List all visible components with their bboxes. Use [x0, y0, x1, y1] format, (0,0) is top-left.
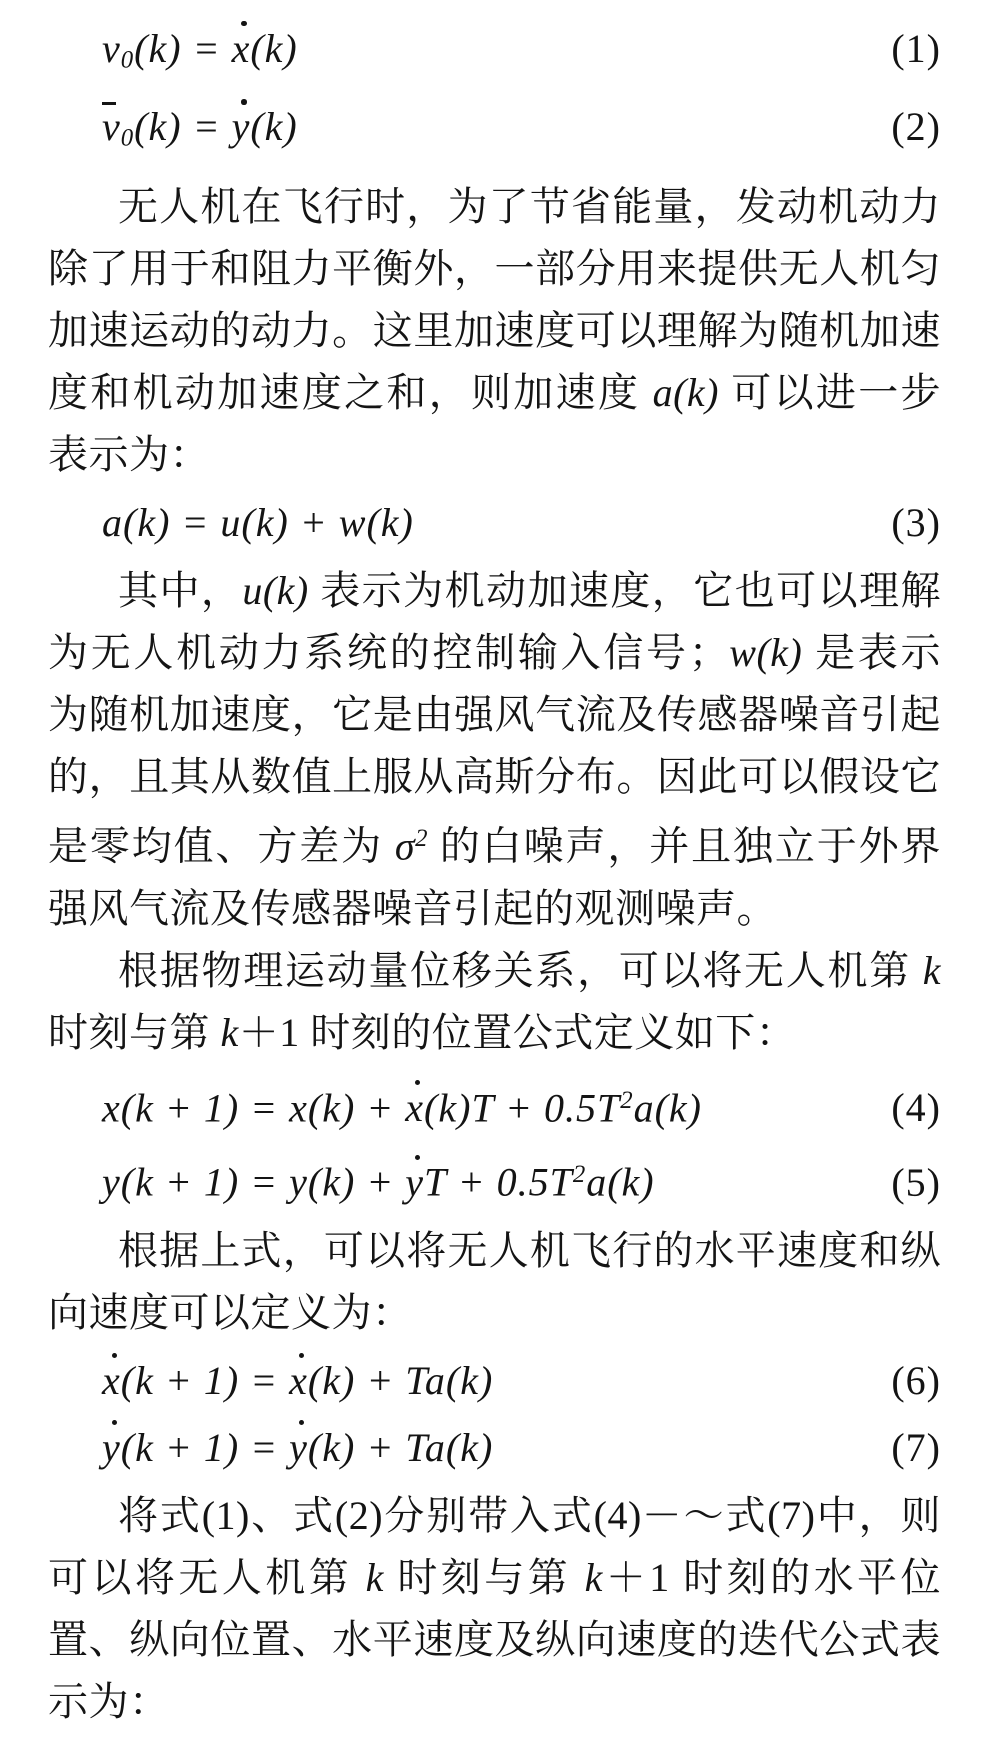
equation-2-formula [102, 97, 298, 168]
text-run: 根据上式，可以将无人机飞行的水平速度和纵向速度可以定义为： [48, 1227, 941, 1335]
equation-6-number: (6) [891, 1357, 941, 1403]
equation-3-number: (3) [891, 499, 941, 545]
inline-math: (k) [250, 104, 298, 150]
inline-math: x [232, 19, 251, 79]
text-run: 时刻与第 [383, 1554, 585, 1600]
inline-math: a(k) [633, 1085, 703, 1131]
inline-math: y [289, 1418, 308, 1478]
inline-math: a(k) = u(k) + w(k) [102, 499, 414, 545]
equation-1 [48, 19, 941, 90]
equation-3 [48, 493, 941, 553]
equation-4-formula [102, 1071, 702, 1139]
inline-math: (k + 1) = [120, 1424, 290, 1470]
paragraph-4 [48, 1220, 941, 1344]
equation-1-number: (1) [891, 26, 941, 71]
equation-7-formula [102, 1418, 493, 1478]
inline-math: 0 [120, 46, 135, 74]
inline-math: σ [394, 823, 416, 869]
equation-5-number: (5) [891, 1159, 941, 1205]
text-run: 根据物理运动量位移关系，可以将无人机第 [118, 947, 923, 993]
text-run: ＋1 时刻的水平位置、纵向位置、水平速度及纵向速度的迭代公式表示为： [48, 1554, 941, 1724]
paragraph-1 [48, 176, 941, 486]
inline-math: v [102, 97, 121, 157]
inline-math: x [289, 1351, 308, 1411]
text-run: 无人机在飞行时，为了节省能量，发动机动力除了用于和阻力平衡外，一部分用来提供无人机匀加速运动的动力。这里加速度可以理解为随机加速度和机动加速度之和，则加速度 [48, 183, 941, 415]
inline-math: w(k) [729, 629, 803, 675]
paragraph-5 [48, 1485, 941, 1733]
inline-math: v [102, 26, 121, 71]
text-run: 的白噪声，并且独立于外界强风气流及传感器噪音引起的观测噪声。 [48, 823, 942, 931]
equation-3-formula [102, 493, 414, 553]
inline-math: 0 [120, 124, 135, 152]
text-run: 时刻与第 [48, 1009, 221, 1055]
inline-math: a(k) [586, 1159, 655, 1205]
inline-math: k [365, 1554, 384, 1600]
inline-math: (k) [250, 26, 298, 71]
inline-math: u(k) [242, 567, 309, 613]
equation-4 [48, 1071, 941, 1139]
equation-2-number: (2) [891, 104, 941, 150]
inline-math: y [102, 1418, 121, 1478]
inline-math: (k) + Ta(k) [307, 1357, 494, 1403]
paragraph-2 [48, 560, 941, 940]
inline-math: y [232, 97, 251, 157]
inline-math: (k) = [134, 26, 232, 71]
text-run: 表示为机动加速度，它也可以理解为无人机动力系统的控制输入信号； [48, 567, 942, 675]
equation-7 [48, 1418, 941, 1478]
inline-math: a(k) [652, 369, 719, 415]
inline-math: 2 [572, 1161, 587, 1189]
inline-math: 2 [620, 1086, 634, 1114]
inline-math: k [584, 1554, 603, 1600]
equation-6 [48, 1351, 941, 1411]
inline-math: 2 [415, 824, 429, 852]
inline-math: y(k + 1) = y(k) + [102, 1159, 406, 1205]
equation-5 [48, 1145, 941, 1213]
equation-4-number: (4) [891, 1085, 941, 1131]
equation-5-formula [102, 1145, 655, 1213]
inline-math: (k + 1) = [120, 1357, 290, 1403]
inline-math: (k) = [134, 104, 232, 150]
equation-1-formula [102, 19, 298, 90]
inline-math: x(k + 1) = x(k) + [102, 1085, 406, 1131]
text-run: ＋1 时刻的位置公式定义如下： [238, 1009, 797, 1055]
inline-math: y [405, 1153, 424, 1213]
equation-2 [48, 97, 941, 168]
text-run: 将式(1)、式(2)分别带入式(4)－～式(7)中，则可以将无人机第 [48, 1492, 941, 1600]
paragraph-3 [48, 940, 941, 1064]
equation-6-formula [102, 1351, 493, 1411]
inline-math: k [220, 1009, 239, 1055]
text-run: 其中， [118, 567, 243, 613]
equation-7-number: (7) [891, 1424, 941, 1470]
inline-math: k [922, 947, 941, 993]
inline-math: x [102, 1351, 121, 1411]
text-run: 是表示为随机加速度，它是由强风气流及传感器噪音引起的，且其从数值上服从高斯分布。因此可以假设它是零均值、方差为 [48, 629, 942, 869]
inline-math: (k)T + 0.5T [424, 1085, 621, 1131]
inline-math: (k) + Ta(k) [307, 1424, 494, 1470]
inline-math: x [405, 1078, 424, 1138]
text-run: 可以进一步表示为： [48, 369, 942, 477]
inline-math: T + 0.5T [424, 1159, 573, 1205]
